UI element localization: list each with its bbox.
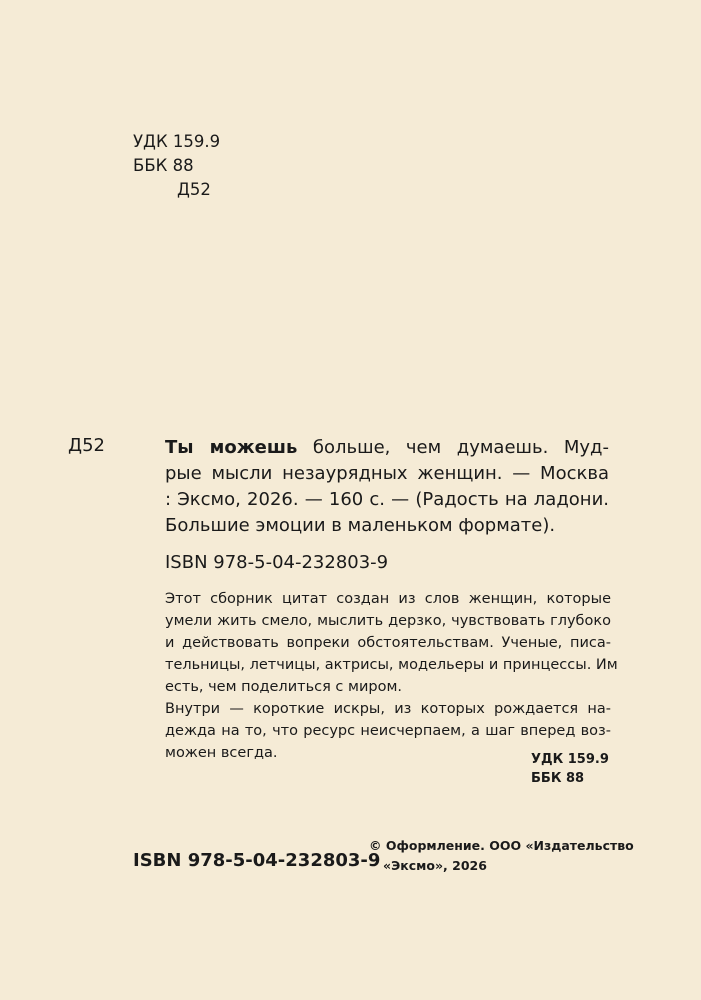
annotation-line: умели жить смело, мыслить дерзко, чувствовать глубоко [165,613,611,629]
bbk-code-right: ББК 88 [531,771,585,786]
book-title: Ты можешь [165,437,298,458]
author-mark: Д52 [68,435,105,456]
annotation-line: дежда на то, что ресурс неисчерпаем, а шаг вперед воз- [165,723,611,739]
classification-right [531,750,609,788]
annotation-line: есть, чем поделиться с миром. [165,679,402,695]
bibliographic-entry [165,435,609,539]
classification-block [133,130,220,202]
isbn-entry: ISBN 978-5-04-232803-9 [165,552,389,573]
udk-code-right: УДК 159.9 [531,752,609,767]
biblio-line-1: Ты можешь больше, чем думаешь. Муд- [165,437,609,458]
copyright-notice [369,836,634,876]
annotation [165,588,618,764]
annotation-line: Внутри — короткие искры, из которых рождается на- [165,701,611,717]
biblio-line-2: рые мысли незаурядных женщин. — Москва [165,463,609,484]
annotation-line: можен всегда. [165,745,278,761]
annotation-line: тельницы, летчицы, актрисы, модельеры и принцессы. Им [165,657,618,673]
biblio-line-3: : Эксмо, 2026. — 160 с. — (Радость на ладони. [165,489,609,510]
biblio-line-4: Большие эмоции в маленьком формате). [165,515,556,536]
annotation-line: и действовать вопреки обстоятельствам. Ученые, писа- [165,635,611,651]
annotation-line: Этот сборник цитат создан из слов женщин, которые [165,591,611,607]
udk-code: УДК 159.9 [133,132,221,151]
copyright-line-2: «Эксмо», 2026 [383,858,487,873]
author-mark-top: Д52 [177,180,211,199]
copyright-line-1: © Оформление. ООО «Издательство [369,838,634,853]
isbn-footer: ISBN 978-5-04-232803-9 [133,850,381,871]
bbk-code: ББК 88 [133,156,194,175]
